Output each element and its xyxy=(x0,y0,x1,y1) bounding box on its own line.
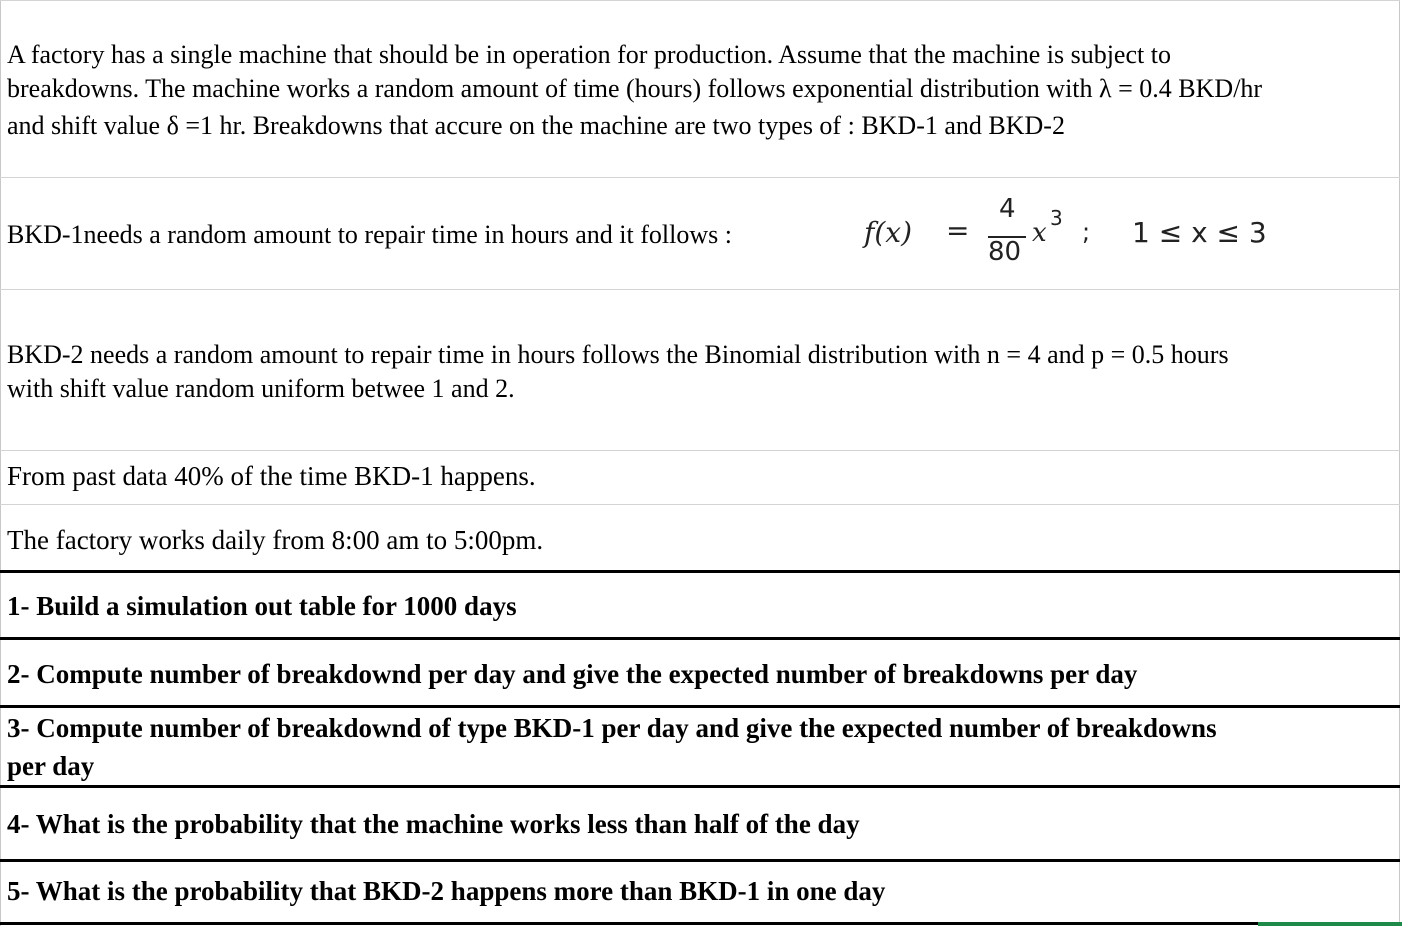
gridline xyxy=(0,450,1400,451)
pdf-formula xyxy=(864,192,1294,272)
selection-indicator xyxy=(1258,922,1402,926)
formula-power: 3 xyxy=(1050,206,1063,230)
gridline xyxy=(0,0,1400,1)
formula-variable: x xyxy=(1032,218,1047,248)
formula-numerator: 4 xyxy=(999,194,1016,224)
cell-border xyxy=(0,637,1400,640)
intro-line: breakdowns. The machine works a random amount of time (hours) follows exponential distribution with λ = 0.4 BKD/hr xyxy=(7,74,1263,103)
question-5: 5- What is the probability that BKD-2 happens more than BKD-1 in one day xyxy=(7,876,886,906)
formula-lhs: f(x) xyxy=(864,216,913,249)
intro-line: and shift value δ =1 hr. Breakdowns that accure on the machine are two types of : BKD-1 and BKD-2 xyxy=(7,111,1065,140)
formula-denominator: 80 xyxy=(988,237,1022,267)
working-hours-text: The factory works daily from 8:00 am to 5:00pm. xyxy=(7,525,544,555)
question-4: 4- What is the probability that the machine works less than half of the day xyxy=(7,809,860,839)
cell-border xyxy=(0,570,1400,573)
bkd1-description: BKD-1needs a random amount to repair time in hours and it follows : xyxy=(7,220,732,249)
bkd2-line: with shift value random uniform betwee 1 and 2. xyxy=(7,374,515,403)
gridline xyxy=(0,177,1400,178)
past-data-text: From past data 40% of the time BKD-1 happens. xyxy=(7,461,536,491)
gridline xyxy=(0,504,1400,505)
question-3: 3- Compute number of breakdownd of type BKD-1 per day and give the expected number of breakdowns xyxy=(7,713,1217,743)
question-2: 2- Compute number of breakdownd per day and give the expected number of breakdowns per day xyxy=(7,659,1138,689)
cell-border xyxy=(0,859,1400,862)
intro-line: A factory has a single machine that should be in operation for production. Assume that the machine is subject to xyxy=(7,40,1171,69)
cell-border xyxy=(0,705,1400,708)
cell-border xyxy=(0,785,1400,788)
cell-border xyxy=(0,922,1400,925)
question-1: 1- Build a simulation out table for 1000 days xyxy=(7,591,517,621)
formula-range: 1 ≤ x ≤ 3 xyxy=(1132,216,1267,249)
bkd2-line: BKD-2 needs a random amount to repair time in hours follows the Binomial distribution with n = 4 and p = 0.5 hours xyxy=(7,340,1229,369)
gridline xyxy=(0,289,1400,290)
formula-equals: = xyxy=(946,214,970,247)
question-3-continued: per day xyxy=(7,751,95,781)
formula-separator: ; xyxy=(1082,218,1091,246)
